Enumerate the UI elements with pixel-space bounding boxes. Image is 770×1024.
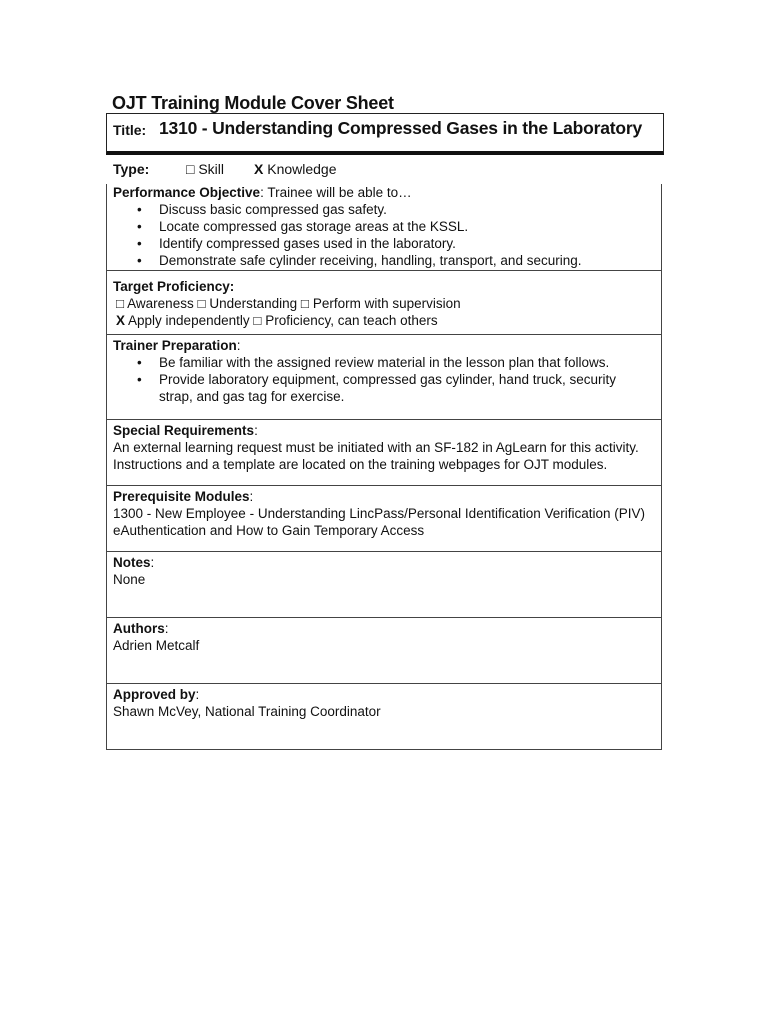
prerequisite-modules-section [106,486,662,552]
list-item: • Locate compressed gas storage areas at the KSSL. [159,218,655,235]
authors-text: Adrien Metcalf [113,638,200,653]
heading-colon: : [236,338,241,353]
title-value: 1310 - Understanding Compressed Gases in the Laboratory [159,118,643,138]
type-option-knowledge-label: Knowledge [263,161,337,177]
type-option-skill: □ Skill [186,161,225,177]
prerequisite-modules-text: 1300 - New Employee - Understanding LincPass/Personal Identification Verification (PIV) eAuthentication and How to Gain Temporary Access [113,506,646,538]
approved-by-heading: Approved by [113,687,196,702]
list-item: • Be familiar with the assigned review material in the lesson plan that follows. [159,354,635,371]
proficiency-options-line1: □ Awareness □ Understanding □ Perform with supervision [116,296,461,311]
document-title: OJT Training Module Cover Sheet [112,93,394,113]
special-requirements-heading: Special Requirements [113,423,255,438]
approved-by-section [106,684,662,750]
approved-by-text: Shawn McVey, National Training Coordinator [113,704,381,719]
title-label: Title: [113,122,147,138]
type-option-knowledge [254,161,337,177]
performance-objective-intro: : Trainee will be able to… [260,185,412,200]
performance-objective-list [113,201,655,269]
notes-section [106,552,662,618]
list-item: • Demonstrate safe cylinder receiving, handling, transport, and securing. [159,252,655,269]
target-proficiency-section [106,271,662,335]
notes-heading: Notes [113,555,151,570]
list-item: • Identify compressed gases used in the laboratory. [159,235,655,252]
authors-heading: Authors [113,621,165,636]
trainer-preparation-list [113,354,655,405]
list-item: • Provide laboratory equipment, compressed gas cylinder, hand truck, security strap, and gas tag for exercise. [159,371,635,405]
heading-colon: : [150,555,155,570]
proficiency-line2-label: Apply independently □ Proficiency, can teach others [125,313,438,328]
heading-colon: : [254,423,258,438]
performance-objective-heading: Performance Objective [113,185,261,200]
list-item: • Discuss basic compressed gas safety. [159,201,655,218]
proficiency-options-line2 [113,312,655,329]
title-box [106,113,664,155]
heading-colon: : [164,621,169,636]
performance-objective-section [106,184,662,271]
trainer-preparation-section [106,335,662,420]
special-requirements-text: An external learning request must be initiated with an SF-182 in AgLearn for this activity. Instructions and a template are located on the training webpages for OJT modules. [113,440,639,472]
heading-colon: : [249,489,254,504]
checked-mark: X [254,161,264,177]
checked-mark: X [116,313,126,328]
target-proficiency-heading: Target Proficiency: [113,279,235,294]
prerequisite-modules-heading: Prerequisite Modules [113,489,250,504]
notes-text: None [113,572,146,587]
type-label: Type: [113,161,150,177]
heading-colon: : [195,687,200,702]
special-requirements-section [106,420,662,486]
trainer-preparation-heading: Trainer Preparation [113,338,237,353]
authors-section [106,618,662,684]
